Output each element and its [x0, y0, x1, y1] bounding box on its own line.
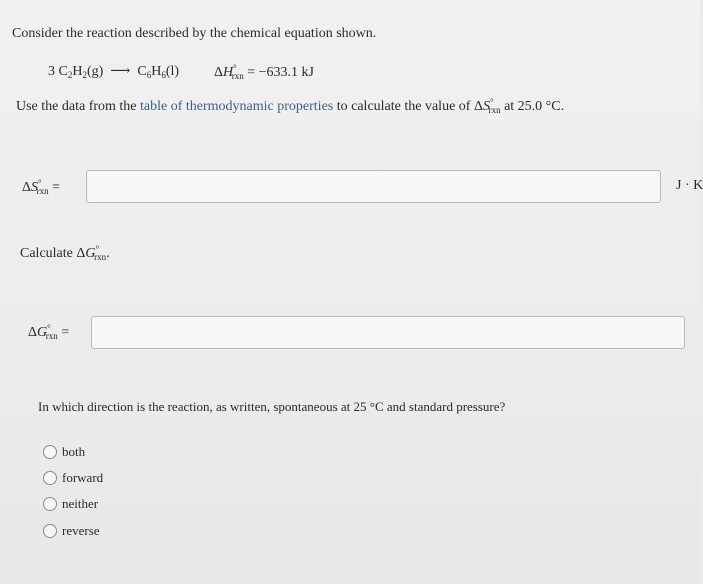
option-label-reverse[interactable]: reverse — [62, 523, 100, 538]
option-label-neither[interactable]: neither — [62, 496, 99, 511]
calculate-g-text: Calculate $\Delta G^\circ_{rxn}$. — [20, 244, 110, 262]
thermo-table-link[interactable]: table of thermodynamic properties — [140, 99, 334, 114]
radio-reverse[interactable] — [43, 524, 57, 538]
delta-g-label: $\Delta G^\circ_{rxn}$ = — [28, 323, 70, 341]
direction-question: In which direction is the reaction, as written, spontaneous at 25 °C and standard pressure? — [38, 399, 506, 414]
radio-forward[interactable] — [43, 471, 57, 485]
radio-both[interactable] — [43, 445, 57, 459]
delta-s-unit: J · K — [676, 178, 703, 193]
intro-text: Consider the reaction described by the chemical equation shown. — [12, 26, 377, 41]
option-label-forward[interactable]: forward — [62, 470, 104, 485]
radio-neither[interactable] — [43, 497, 57, 511]
option-label-both[interactable]: both — [62, 444, 86, 459]
chemical-equation: 3 $C_2H_2(g)$ ⟶ $C_6H_6(l)$ — [48, 64, 180, 80]
enthalpy-value: $\Delta H^\circ_{rxn} = -633.1$ kJ — [214, 63, 314, 81]
delta-s-input[interactable] — [86, 170, 661, 203]
delta-s-label: $\Delta S^\circ_{rxn}$ = — [22, 178, 61, 196]
reaction-arrow-icon: ⟶ — [110, 64, 131, 79]
instruction-text: Use the data from the table of thermodynamic properties to calculate the value of $\Delta S^\circ_{rxn}$ at 25.0 °C. — [16, 97, 565, 115]
delta-g-input[interactable] — [91, 316, 685, 349]
